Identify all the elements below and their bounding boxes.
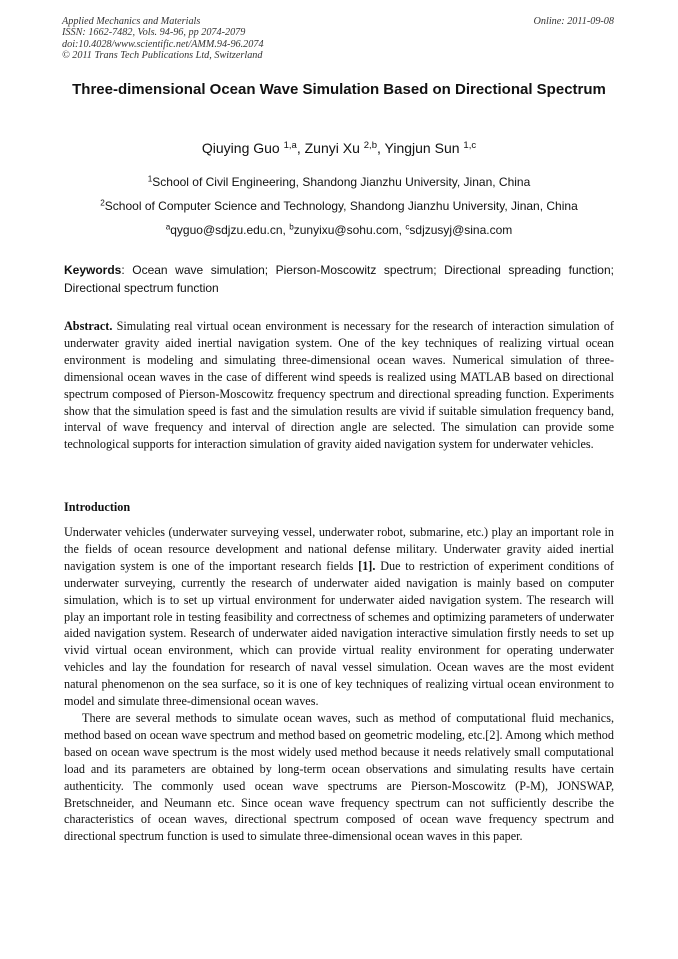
abstract-block (64, 318, 614, 453)
journal-name: Applied Mechanics and Materials (62, 16, 201, 27)
author-affil-mark: 1,c (463, 139, 477, 151)
keywords-label: Keywords (64, 263, 122, 277)
intro-p1-text: Underwater vehicles (underwater surveying vessel, underwater robot, submarine, etc.) play an important role in the fields of ocean resource development and national defense military. Underwater gravity aided inertial navigation system is one of the important research fields (64, 525, 614, 573)
intro-p1-text-continued: Due to restriction of experiment conditions of underwater surveying, currently the research of underwater aided navigation is mainly based on computer simulation, which is to set up virtual environment for underwater aided navigation system. The research will play an important role in testing feasibility and correctness of schemes and optimizing parameters of underwater aided navigation system. Research of underwater aided navigation interactive simulation firstly needs to set up vivid virtual ocean environment, which can provide virtual reality environment for operating underwater vehicles and lay the foundation for research of naval vessel simulation. Ocean waves are the most evident natural phenomenon on the sea surface, so it is one of key techniques of realizing virtual ocean environment to model and simulate three-dimensional ocean waves. (64, 558, 614, 709)
abstract-paragraph (64, 318, 614, 453)
email-mark: b (289, 222, 294, 232)
doi-line[interactable]: doi:10.4028/www.scientific.net/AMM.94-96.2074 (62, 38, 264, 50)
author-affil-mark: 2,b (363, 139, 377, 151)
affil-text: School of Computer Science and Technology, Shandong Jianzhu University, Jinan, China (104, 199, 578, 213)
paper-title: Three-dimensional Ocean Wave Simulation Based on Directional Spectrum (72, 81, 606, 98)
issn-line: ISSN: 1662-7482, Vols. 94-96, pp 2074-2079 (62, 27, 246, 39)
affil-mark: 1 (147, 174, 153, 184)
keywords-text: : Ocean wave simulation; Pierson-Moscowitz spectrum; Directional spreading function; Directional spectrum function (64, 263, 614, 295)
affil-mark: 2 (100, 198, 105, 208)
author-list: Qiuying Guo $^{1,a}$, Zunyi Xu $^{2,b}$, Yingjun Sun $^{1,c}$ (201, 139, 477, 156)
affiliation-1 (0, 175, 678, 189)
introduction-body (64, 524, 614, 845)
keywords-block (64, 261, 614, 297)
email-address[interactable]: qyguo@sdjzu.edu.cn (170, 223, 283, 237)
email-address[interactable]: sdjzusyj@sina.com (409, 223, 513, 237)
intro-paragraph-1 (64, 524, 614, 710)
email-mark: a (165, 222, 171, 232)
journal-header (62, 16, 264, 61)
copyright-line: © 2011 Trans Tech Publications Ltd, Switzerland (62, 49, 263, 61)
abstract-text: Simulating real virtual ocean environment is necessary for the research of interaction simulation of underwater gravity aided inertial navigation system. One of the key techniques of realizing virtual ocean environment is modeling and simulating three-dimensional ocean waves. Numerical simulation of three-dimensional ocean waves in the case of different wind speeds is realized using MATLAB based on directional spectrum composed of Pierson-Moscowitz frequency spectrum and directional spreading function. Experiments show that the simulation speed is fast and the simulation results are vivid if suitable simulation frequency band, interval of wave frequency and interval of direction angle are selected. The simulation can provide some technological supports for interaction simulation of gravity aided navigation system for underwater vehicles. (64, 319, 614, 452)
author-affil-mark: 1,a (283, 139, 297, 151)
section-heading-introduction: Introduction (64, 500, 131, 514)
citation-ref[interactable]: [1]. (358, 558, 376, 573)
author-name: Yingjun Sun (384, 140, 460, 156)
author-name: Qiuying Guo (201, 140, 280, 156)
online-date: Online: 2011-09-08 (533, 16, 614, 27)
email-mark: c (405, 222, 410, 232)
email-line: $^a$qyguo@sdjzu.edu.cn, $^b$zunyixu@sohu.com, $^c$sdjzusyj@sina.com (165, 222, 513, 237)
author-name: Zunyi Xu (304, 140, 360, 156)
abstract-label: Abstract. (64, 319, 113, 333)
affiliation-2 (0, 199, 678, 213)
email-address[interactable]: zunyixu@sohu.com (293, 223, 399, 237)
intro-paragraph-2: There are several methods to simulate ocean waves, such as method of computational fluid mechanics, method based on ocean wave spectrum and method based on geometric modeling, etc.[2]. Among which method based on ocean wave spectrum is the most widely used method because it needs relatively small computational load and its parameters are obtained by long-term ocean observations and simulating results have certain authenticity. The commonly used ocean wave spectrums are Pierson-Moscowitz (P-M), JONSWAP, Bretschneider, and Neumann etc. Since ocean wave frequency spectrum can not sufficiently describe the characteristics of ocean waves, directional spectrum composed of ocean wave frequency spectrum and directional spectrum function is used to simulate three-dimensional ocean waves in this paper. (64, 710, 614, 844)
affil-text: School of Civil Engineering, Shandong Jianzhu University, Jinan, China (152, 175, 531, 189)
